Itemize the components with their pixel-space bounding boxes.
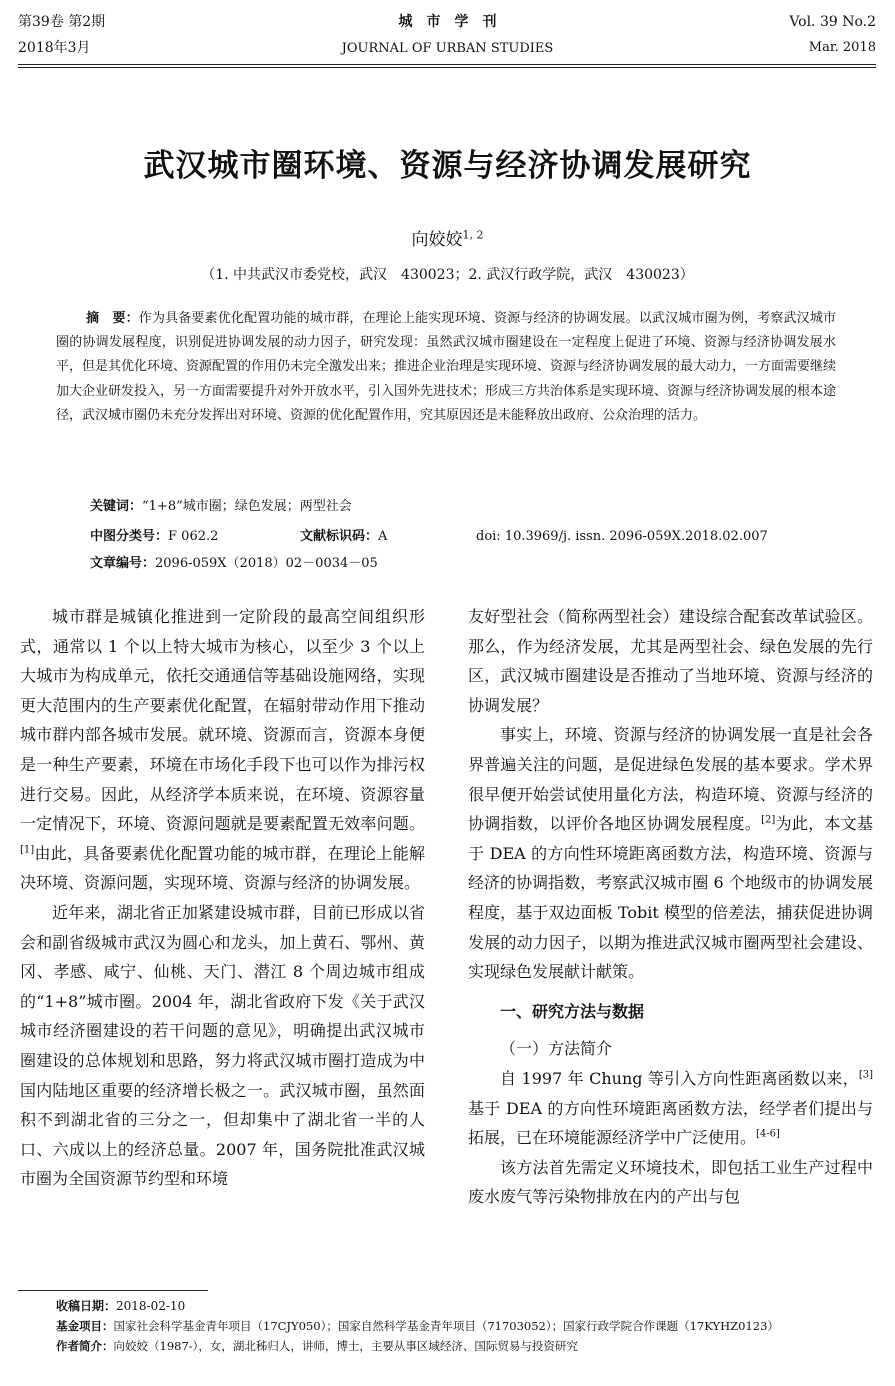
right-paragraph-2	[468, 1064, 873, 1153]
body-left-column	[20, 602, 425, 1194]
left-paragraph-2: 近年来，湖北省正加紧建设城市群，目前已形成以省会和副省级城市武汉为圆心和龙头，加上黄石、鄂州、黄冈、孝感、咸宁、仙桃、天门、潜江 8 个周边城市组成的“1+8”城市圈。2004 年，湖北省政府下发《关于武汉城市经济圈建设的若干问题的意见》，明确提出武汉城市圈建设的总体规划和思路，努力将武汉城市圈打造成为中国内陆地区重要的经济增长极之一。武汉城市圈，虽然面积不到湖北省的三分之一，但却集中了湖北省一半的人口、六成以上的经济总量。2007 年，国务院批准武汉城市圈为全国资源节约型和环境	[20, 902, 425, 1189]
keywords-label: 关键词：	[90, 499, 143, 514]
affiliation: （1. 中共武汉市委党校，武汉 430023；2. 武汉行政学院，武汉 430023）	[201, 267, 694, 283]
left-paragraph-1	[20, 602, 425, 898]
author-bio-line	[56, 1337, 886, 1356]
author-affil-mark: 1, 2	[462, 228, 484, 242]
right-paragraph-2-text-a: 自 1997 年 Chung 等引入方向性距离函数以来，	[500, 1068, 859, 1088]
issue-date-en: Mar. 2018	[808, 40, 876, 55]
citation-1: [1]	[20, 844, 35, 856]
clc-label: 中图分类号：	[90, 529, 169, 544]
keywords-line	[90, 498, 352, 516]
citation-2: [2]	[761, 814, 776, 826]
article-no-line	[90, 555, 378, 573]
fund-text: 国家社会科学基金青年项目（17CJY050）；国家自然科学基金青年项目（71703052）；国家行政学院合作课题（17KYHZ0123）	[113, 1319, 779, 1333]
issue-date: 2018年3月	[18, 40, 91, 56]
fund-line	[56, 1317, 886, 1336]
article-title: 武汉城市圈环境、资源与经济协调发展研究	[143, 148, 752, 184]
received-date: 2018-02-10	[116, 1299, 186, 1313]
header-rule-double	[18, 67, 876, 68]
bio-text: 向姣姣（1987-），女，湖北秭归人，讲师，博士，主要从事区域经济、国际贸易与投资研究	[113, 1339, 578, 1353]
right-paragraph-1	[468, 720, 873, 986]
right-paragraph-1-text-a: 事实上，环境、资源与经济的协调发展一直是社会各界普遍关注的问题，是促进绿色发展的基本要求。学术界很早便开始尝试使用量化方法，构造环境、资源与经济的协调指数，以评价各地区协调发展程度。	[468, 725, 873, 834]
abstract-text: 作为具备要素优化配置功能的城市群，在理论上能实现环境、资源与经济的协调发展。以武汉城市圈为例，考察武汉城市圈的协调发展程度，识别促进协调发展的动力因子，研究发现：虽然武汉城市圈建设在一定程度上促进了环境、资源与经济协调发展水平，但是其优化环境、资源配置的作用仍未完全激发出来；推进企业治理是实现环境、资源与经济协调发展的最大动力，一方面需要继续加大企业研发投入，另一方面需要提升对外开放水平，引入国外先进技术；形成三方共治体系是实现环境、资源与经济协调发展的根本途径，武汉城市圈仍未充分发挥出对环境、资源的优化配置作用，究其原因还是未能释放出政府、公众治理的活力。	[56, 311, 837, 423]
article-no: 2096-059X（2018）02－0034－05	[155, 556, 378, 571]
right-paragraph-2-text-b: 基于 DEA 的方向性环境距离函数方法，经学者们提出与拓展，已在环境能源经济学中广泛使用。	[468, 1098, 873, 1148]
doi: doi: 10.3969/j. issn. 2096-059X.2018.02.007	[476, 529, 768, 544]
bio-label: 作者简介：	[56, 1339, 114, 1353]
doc-code-label: 文献标识码：	[300, 529, 379, 544]
received-label: 收稿日期：	[56, 1299, 117, 1313]
article-no-label: 文章编号：	[90, 556, 156, 571]
doc-code-line	[300, 528, 387, 546]
footnote-rule	[18, 1290, 208, 1291]
fund-label: 基金项目：	[56, 1319, 114, 1333]
section-heading: 一、研究方法与数据	[500, 1001, 645, 1021]
left-paragraph-1-text-b: 由此，具备要素优化配置功能的城市群，在理论上能解决环境、资源问题，实现环境、资源与经济的协调发展。	[20, 843, 425, 893]
citation-4-6: [4-6]	[756, 1128, 780, 1140]
received-date-line	[56, 1297, 886, 1316]
abstract-label: 摘 要：	[86, 311, 139, 326]
clc-line	[90, 528, 218, 546]
body-right-column	[468, 602, 873, 1212]
header-rule	[18, 64, 876, 65]
journal-name-cn: 城 市 学 刊	[398, 14, 497, 30]
doc-code: A	[378, 529, 388, 544]
volume-issue-en: Vol. 39 No.2	[789, 14, 876, 30]
author-name: 向姣姣	[411, 230, 463, 250]
right-paragraph-0: 友好型社会（简称两型社会）建设综合配套改革试验区。那么，作为经济发展，尤其是两型社会、绿色发展的先行区，武汉城市圈建设是否推动了当地环境、资源与经济的协调发展？	[468, 607, 873, 715]
left-paragraph-1-text-a: 城市群是城镇化推进到一定阶段的最高空间组织形式，通常以 1 个以上特大城市为核心，以至少 3 个以上大城市为构成单元，依托交通通信等基础设施网络，实现更大范围内的生产要素优化配置，在辐射带动作用下推动城市群内部各城市发展。就环境、资源而言，资源本身便是一种生产要素，环境在市场化手段下也可以作为排污权进行交易。因此，从经济学本质来说，在环境、资源容量一定情况下，环境、资源问题就是要素配置无效率问题。	[20, 607, 425, 834]
abstract	[56, 307, 836, 428]
right-paragraph-3: 该方法首先需定义环境技术，即包括工业生产过程中废水废气等污染物排放在内的产出与包	[468, 1157, 873, 1207]
journal-name-en: JOURNAL OF URBAN STUDIES	[341, 41, 554, 56]
volume-issue: 第39卷 第2期	[18, 14, 106, 30]
citation-3: [3]	[858, 1069, 873, 1081]
right-paragraph-1-text-b: 为此，本文基于 DEA 的方向性环境距离函数方法，构造环境、资源与经济的协调指数，考察武汉城市圈 6 个地级市的协调发展程度，基于双边面板 Tobit 模型的倍差法，捕获促进协调发展的动力因子，以期为推进武汉城市圈两型社会建设、实现绿色发展献计献策。	[468, 814, 873, 982]
keywords: “1+8”城市圈；绿色发展；两型社会	[142, 499, 352, 514]
clc-code: F 062.2	[168, 529, 219, 544]
subsection-heading: （一）方法简介	[500, 1039, 613, 1059]
author-line	[0, 225, 895, 250]
